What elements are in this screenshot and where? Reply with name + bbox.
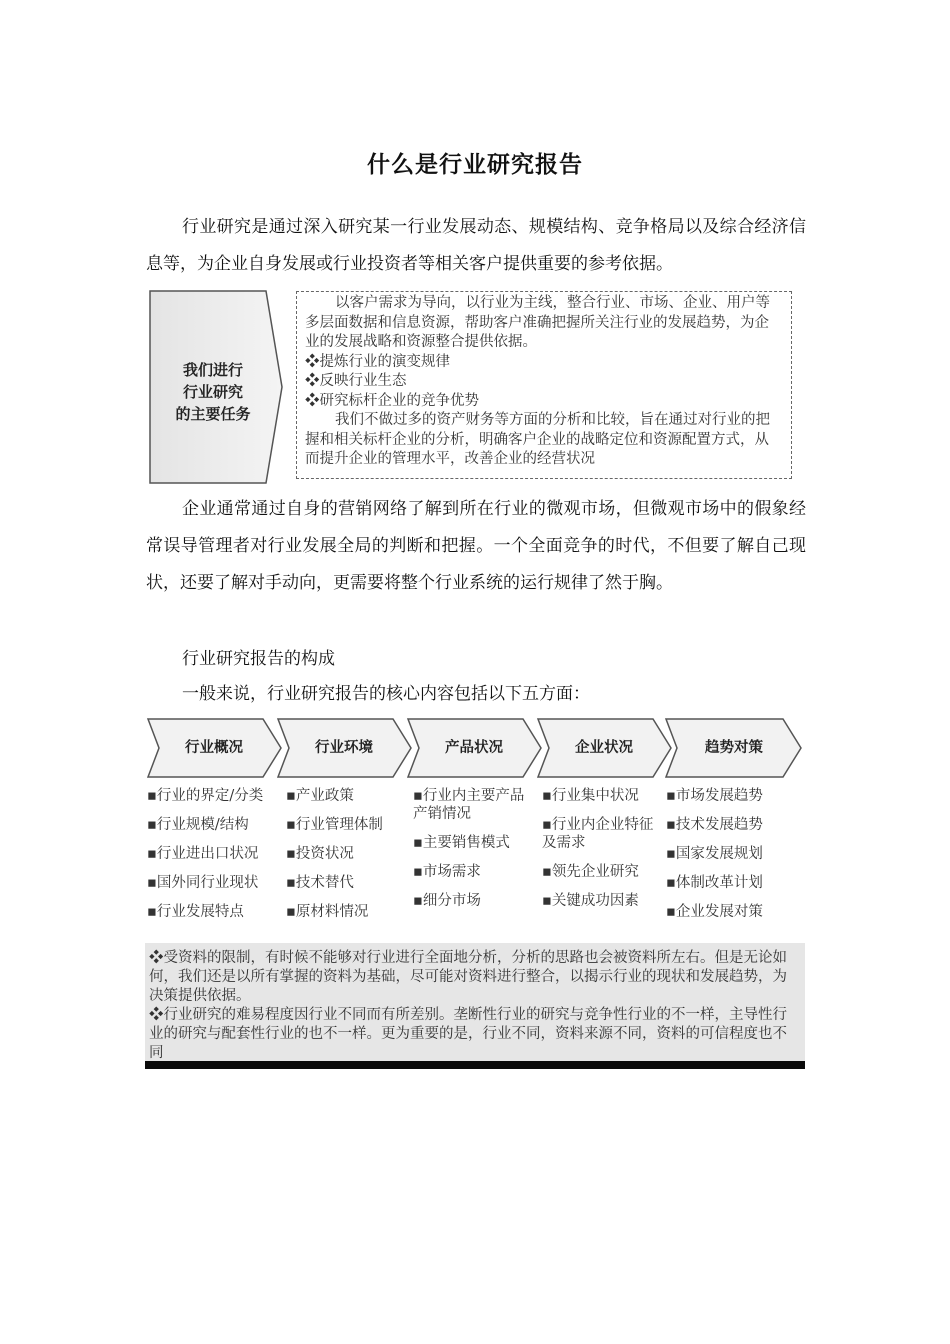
note-item: ❖行业研究的难易程度因行业不同而有所差别。垄断性行业的研究与竞争性行业的不一样，主导性行业的研究与配套性行业的也不一样。更为重要的是，行业不同，资料来源不同，资料的可信程度也不同	[149, 1007, 787, 1061]
list-item: ▪领先企业研究	[542, 864, 639, 880]
tasks-label-text: 我们进行 行业研究 的主要任务	[175, 361, 251, 423]
list-item: ▪行业集中状况	[542, 788, 639, 804]
column-products	[413, 787, 525, 921]
figure-bottom-border	[145, 1061, 805, 1069]
list-item: ▪关键成功因素	[542, 893, 639, 909]
column-header: 产品状况	[445, 740, 503, 756]
list-item: ▪技术替代	[286, 875, 354, 891]
tasks-intro: 以客户需求为导向，以行业为主线，整合行业、市场、企业、用户等多层面数据和信息资源，帮助客户准确把握所关注行业的发展趋势，为企业的发展战略和资源整合提供依据。	[305, 295, 770, 350]
report-structure-figure	[145, 715, 805, 1069]
task-bullet: ❖提炼行业的演变规律	[305, 353, 450, 370]
list-item: ▪行业发展特点	[147, 904, 244, 920]
column-trends	[666, 787, 794, 932]
list-item: ▪市场发展趋势	[666, 788, 763, 804]
task-bullet: ❖研究标杆企业的竞争优势	[305, 392, 479, 409]
list-item: ▪市场需求	[413, 864, 481, 880]
list-item: ▪行业内企业特征及需求	[542, 817, 654, 851]
paragraph-composition-heading: 行业研究报告的构成	[182, 649, 335, 669]
column-header: 行业概况	[185, 740, 243, 756]
list-item: ▪行业进出口状况	[147, 846, 259, 862]
list-item: ▪行业内主要产品产销情况	[413, 788, 525, 822]
list-item: ▪技术发展趋势	[666, 817, 763, 833]
list-item: ▪国家发展规划	[666, 846, 763, 862]
list-item: ▪主要销售模式	[413, 835, 510, 851]
research-tasks-figure	[148, 289, 806, 485]
page-title: 什么是行业研究报告	[367, 151, 583, 178]
list-item: ▪体制改革计划	[666, 875, 763, 891]
tasks-label-arrow	[148, 289, 288, 485]
paragraph-market: 企业通常通过自身的营销网络了解到所在行业的微观市场，但微观市场中的假象经常误导管理者对行业发展全局的判断和把握。一个全面竞争的时代，不但要了解自己现状，还要了解对手动向，更需要将整个行业系统的运行规律了然于胸。	[146, 499, 806, 593]
figure-notes	[145, 943, 805, 1061]
list-item: ▪企业发展对策	[666, 904, 763, 920]
list-item: ▪国外同行业现状	[147, 875, 259, 891]
column-header: 行业环境	[315, 740, 373, 756]
paragraph-five-aspects: 一般来说，行业研究报告的核心内容包括以下五方面：	[182, 684, 590, 704]
column-header: 趋势对策	[705, 740, 763, 756]
list-item: ▪行业规模/结构	[147, 817, 249, 833]
column-overview	[147, 787, 281, 932]
tasks-description-box	[296, 291, 792, 479]
column-enterprises	[542, 787, 654, 921]
task-bullet: ❖反映行业生态	[305, 373, 407, 389]
chevron-header-row	[145, 715, 805, 781]
list-item: ▪投资状况	[286, 846, 354, 862]
list-item: ▪产业政策	[286, 788, 354, 804]
list-item: ▪行业管理体制	[286, 817, 383, 833]
list-item: ▪原材料情况	[286, 904, 369, 920]
paragraph-intro: 行业研究是通过深入研究某一行业发展动态、规模结构、竞争格局以及综合经济信息等，为企业自身发展或行业投资者等相关客户提供重要的参考依据。	[146, 217, 806, 274]
column-environment	[286, 787, 414, 932]
column-header: 企业状况	[575, 740, 633, 756]
tasks-outro: 我们不做过多的资产财务等方面的分析和比较，旨在通过对行业的把握和相关标杆企业的分析，明确客户企业的战略定位和资源配置方式，从而提升企业的管理水平，改善企业的经营状况	[305, 412, 770, 467]
list-item: ▪行业的界定/分类	[147, 788, 264, 804]
list-item: ▪细分市场	[413, 893, 481, 909]
note-item: ❖受资料的限制，有时候不能够对行业进行全面地分析，分析的思路也会被资料所左右。但是无论如何，我们还是以所有掌握的资料为基础，尽可能对资料进行整合，以揭示行业的现状和发展趋势，为决策提供依据。	[149, 950, 787, 1004]
